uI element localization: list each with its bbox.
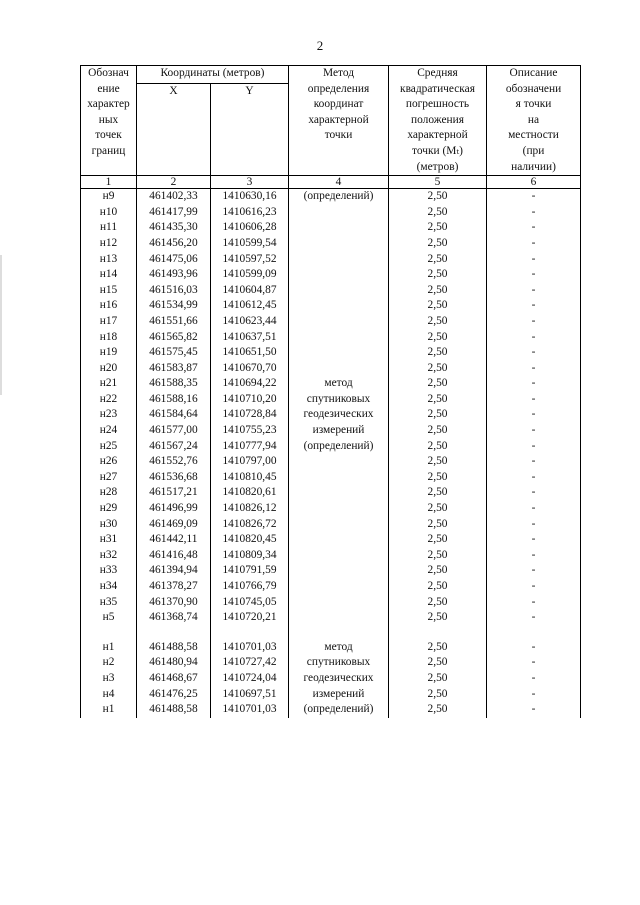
- mean-square-error-cell: 2,50: [389, 454, 487, 470]
- description-cell: -: [487, 252, 581, 268]
- method-cell: [289, 640, 389, 718]
- y-coordinate-cell: 1410670,70: [211, 361, 289, 377]
- y-coordinate-cell: 1410697,51: [211, 687, 289, 703]
- description-cell: -: [487, 640, 581, 656]
- group-gap: [81, 626, 581, 640]
- description-cell: -: [487, 361, 581, 377]
- point-id-cell: н13: [81, 252, 137, 268]
- x-coordinate-cell: 461517,21: [137, 485, 211, 501]
- x-coordinate-cell: 461575,45: [137, 345, 211, 361]
- point-id-cell: н16: [81, 298, 137, 314]
- mean-square-error-cell: 2,50: [389, 640, 487, 656]
- y-coordinate-cell: 1410616,23: [211, 205, 289, 221]
- group-2-rows: [81, 640, 581, 718]
- point-id-cell: н27: [81, 470, 137, 486]
- y-coordinate-cell: 1410755,23: [211, 423, 289, 439]
- y-coordinate-cell: 1410651,50: [211, 345, 289, 361]
- mean-square-error-cell: 2,50: [389, 205, 487, 221]
- description-cell: -: [487, 392, 581, 408]
- x-coordinate-cell: 461476,25: [137, 687, 211, 703]
- x-coordinate-cell: 461551,66: [137, 314, 211, 330]
- x-coordinate-cell: 461475,06: [137, 252, 211, 268]
- mean-square-error-cell: 2,50: [389, 610, 487, 626]
- mean-square-error-cell: 2,50: [389, 532, 487, 548]
- description-cell: -: [487, 283, 581, 299]
- description-cell: -: [487, 610, 581, 626]
- y-coordinate-cell: 1410728,84: [211, 407, 289, 423]
- x-coordinate-cell: 461416,48: [137, 548, 211, 564]
- column-number: 4: [289, 176, 389, 189]
- scan-margin-mark: [0, 255, 2, 395]
- description-cell: -: [487, 501, 581, 517]
- x-coordinate-cell: 461469,09: [137, 517, 211, 533]
- mean-square-error-cell: 2,50: [389, 252, 487, 268]
- mean-square-error-cell: 2,50: [389, 361, 487, 377]
- header-method: Метод определения координат характерной точки: [289, 66, 389, 176]
- x-coordinate-cell: 461394,94: [137, 563, 211, 579]
- column-number: 5: [389, 176, 487, 189]
- point-id-cell: н21: [81, 376, 137, 392]
- x-coordinate-cell: 461370,90: [137, 595, 211, 611]
- y-coordinate-cell: 1410727,42: [211, 655, 289, 671]
- y-coordinate-cell: 1410810,45: [211, 470, 289, 486]
- point-id-cell: н19: [81, 345, 137, 361]
- y-coordinate-cell: 1410694,22: [211, 376, 289, 392]
- x-coordinate-cell: 461368,74: [137, 610, 211, 626]
- point-id-cell: н4: [81, 687, 137, 703]
- method-line: (определений): [303, 703, 374, 716]
- description-cell: -: [487, 655, 581, 671]
- x-coordinate-cell: 461496,99: [137, 501, 211, 517]
- mean-square-error-cell: 2,50: [389, 283, 487, 299]
- point-id-cell: н22: [81, 392, 137, 408]
- mean-square-error-cell: 2,50: [389, 671, 487, 687]
- point-id-cell: н11: [81, 220, 137, 236]
- y-coordinate-cell: 1410701,03: [211, 702, 289, 718]
- header-y: Y: [211, 84, 289, 176]
- description-cell: -: [487, 454, 581, 470]
- method-line: спутниковых: [306, 392, 371, 405]
- method-line: измерений: [312, 424, 365, 437]
- description-cell: -: [487, 407, 581, 423]
- description-cell: -: [487, 687, 581, 703]
- description-cell: -: [487, 485, 581, 501]
- y-coordinate-cell: 1410820,45: [211, 532, 289, 548]
- mean-square-error-cell: 2,50: [389, 595, 487, 611]
- description-cell: -: [487, 579, 581, 595]
- x-coordinate-cell: 461468,67: [137, 671, 211, 687]
- mean-square-error-cell: 2,50: [389, 345, 487, 361]
- method-line: спутниковых: [306, 656, 371, 669]
- mean-square-error-cell: 2,50: [389, 485, 487, 501]
- x-coordinate-cell: 461480,94: [137, 655, 211, 671]
- y-coordinate-cell: 1410604,87: [211, 283, 289, 299]
- column-number: 2: [137, 176, 211, 189]
- description-cell: -: [487, 548, 581, 564]
- point-id-cell: н29: [81, 501, 137, 517]
- x-coordinate-cell: 461583,87: [137, 361, 211, 377]
- mean-square-error-cell: 2,50: [389, 407, 487, 423]
- x-coordinate-cell: 461442,11: [137, 532, 211, 548]
- mean-square-error-cell: 2,50: [389, 702, 487, 718]
- x-coordinate-cell: 461536,68: [137, 470, 211, 486]
- mean-square-error-cell: 2,50: [389, 563, 487, 579]
- header-point-description: Описание обозначени я точки на местности (при наличии): [487, 66, 581, 176]
- boundary-points-table: [80, 65, 581, 718]
- method-line: метод: [324, 640, 353, 653]
- point-id-cell: н10: [81, 205, 137, 221]
- description-cell: -: [487, 517, 581, 533]
- point-id-cell: н25: [81, 439, 137, 455]
- group-1-rows: [81, 189, 581, 626]
- x-coordinate-cell: 461567,24: [137, 439, 211, 455]
- description-cell: -: [487, 298, 581, 314]
- description-cell: -: [487, 236, 581, 252]
- x-coordinate-cell: 461565,82: [137, 330, 211, 346]
- x-coordinate-cell: 461378,27: [137, 579, 211, 595]
- y-coordinate-cell: 1410630,16: [211, 189, 289, 205]
- point-id-cell: н12: [81, 236, 137, 252]
- description-cell: -: [487, 423, 581, 439]
- x-coordinate-cell: 461456,20: [137, 236, 211, 252]
- y-coordinate-cell: 1410599,09: [211, 267, 289, 283]
- description-cell: -: [487, 702, 581, 718]
- description-cell: -: [487, 220, 581, 236]
- y-coordinate-cell: 1410797,00: [211, 454, 289, 470]
- point-id-cell: н18: [81, 330, 137, 346]
- description-cell: -: [487, 267, 581, 283]
- table-header: [81, 66, 581, 189]
- y-coordinate-cell: 1410597,52: [211, 252, 289, 268]
- mean-square-error-cell: 2,50: [389, 687, 487, 703]
- y-coordinate-cell: 1410766,79: [211, 579, 289, 595]
- y-coordinate-cell: 1410724,04: [211, 671, 289, 687]
- point-id-cell: н1: [81, 640, 137, 656]
- x-coordinate-cell: 461435,30: [137, 220, 211, 236]
- mean-square-error-cell: 2,50: [389, 501, 487, 517]
- point-id-cell: н35: [81, 595, 137, 611]
- header-x: X: [137, 84, 211, 176]
- x-coordinate-cell: 461577,00: [137, 423, 211, 439]
- point-id-cell: н23: [81, 407, 137, 423]
- description-cell: -: [487, 439, 581, 455]
- mean-square-error-cell: 2,50: [389, 189, 487, 205]
- y-coordinate-cell: 1410599,54: [211, 236, 289, 252]
- description-cell: -: [487, 205, 581, 221]
- mean-square-error-cell: 2,50: [389, 330, 487, 346]
- y-coordinate-cell: 1410701,03: [211, 640, 289, 656]
- mean-square-error-cell: 2,50: [389, 439, 487, 455]
- description-cell: -: [487, 470, 581, 486]
- y-coordinate-cell: 1410612,45: [211, 298, 289, 314]
- header-point-designation: Обознач ение характер ных точек границ: [81, 66, 137, 176]
- description-cell: -: [487, 330, 581, 346]
- table-row: [81, 189, 581, 205]
- column-number: 3: [211, 176, 289, 189]
- point-id-cell: н14: [81, 267, 137, 283]
- x-coordinate-cell: 461488,58: [137, 640, 211, 656]
- x-coordinate-cell: 461417,99: [137, 205, 211, 221]
- x-coordinate-cell: 461552,76: [137, 454, 211, 470]
- x-coordinate-cell: 461516,03: [137, 283, 211, 299]
- mean-square-error-cell: 2,50: [389, 655, 487, 671]
- mean-square-error-cell: 2,50: [389, 548, 487, 564]
- y-coordinate-cell: 1410809,34: [211, 548, 289, 564]
- header-mean-square-error: Средняя квадратическая погрешность положения характерной точки (Mₜ) (метров): [389, 66, 487, 176]
- mean-square-error-cell: 2,50: [389, 314, 487, 330]
- method-cell: (определений): [289, 189, 389, 205]
- mean-square-error-cell: 2,50: [389, 517, 487, 533]
- x-coordinate-cell: 461488,58: [137, 702, 211, 718]
- description-cell: -: [487, 314, 581, 330]
- description-cell: -: [487, 595, 581, 611]
- y-coordinate-cell: 1410820,61: [211, 485, 289, 501]
- description-cell: -: [487, 189, 581, 205]
- x-coordinate-cell: 461588,35: [137, 376, 211, 392]
- y-coordinate-cell: 1410791,59: [211, 563, 289, 579]
- mean-square-error-cell: 2,50: [389, 267, 487, 283]
- y-coordinate-cell: 1410720,21: [211, 610, 289, 626]
- point-id-cell: н33: [81, 563, 137, 579]
- point-id-cell: н2: [81, 655, 137, 671]
- header-coordinates: Координаты (метров): [137, 66, 289, 84]
- point-id-cell: н30: [81, 517, 137, 533]
- point-id-cell: н5: [81, 610, 137, 626]
- mean-square-error-cell: 2,50: [389, 470, 487, 486]
- table-row: [81, 205, 581, 221]
- y-coordinate-cell: 1410777,94: [211, 439, 289, 455]
- point-id-cell: н24: [81, 423, 137, 439]
- table-row: [81, 640, 581, 656]
- y-coordinate-cell: 1410745,05: [211, 595, 289, 611]
- x-coordinate-cell: 461534,99: [137, 298, 211, 314]
- column-number: 6: [487, 176, 581, 189]
- method-line: геодезических: [303, 408, 374, 421]
- point-id-cell: н9: [81, 189, 137, 205]
- x-coordinate-cell: 461402,33: [137, 189, 211, 205]
- mean-square-error-cell: 2,50: [389, 220, 487, 236]
- method-line: (определений): [303, 439, 374, 452]
- mean-square-error-cell: 2,50: [389, 376, 487, 392]
- mean-square-error-cell: 2,50: [389, 236, 487, 252]
- point-id-cell: н3: [81, 671, 137, 687]
- point-id-cell: н26: [81, 454, 137, 470]
- mean-square-error-cell: 2,50: [389, 392, 487, 408]
- description-cell: -: [487, 345, 581, 361]
- point-id-cell: н31: [81, 532, 137, 548]
- mean-square-error-cell: 2,50: [389, 298, 487, 314]
- column-number-row: [81, 176, 581, 189]
- column-number: 1: [81, 176, 137, 189]
- point-id-cell: н28: [81, 485, 137, 501]
- mean-square-error-cell: 2,50: [389, 579, 487, 595]
- y-coordinate-cell: 1410606,28: [211, 220, 289, 236]
- method-line: метод: [324, 377, 353, 390]
- point-id-cell: н15: [81, 283, 137, 299]
- description-cell: -: [487, 376, 581, 392]
- point-id-cell: н34: [81, 579, 137, 595]
- point-id-cell: н1: [81, 702, 137, 718]
- point-id-cell: н20: [81, 361, 137, 377]
- description-cell: -: [487, 563, 581, 579]
- page-number: 2: [316, 38, 324, 53]
- description-cell: -: [487, 532, 581, 548]
- y-coordinate-cell: 1410826,72: [211, 517, 289, 533]
- y-coordinate-cell: 1410637,51: [211, 330, 289, 346]
- x-coordinate-cell: 461493,96: [137, 267, 211, 283]
- point-id-cell: н32: [81, 548, 137, 564]
- description-cell: -: [487, 671, 581, 687]
- y-coordinate-cell: 1410710,20: [211, 392, 289, 408]
- y-coordinate-cell: 1410826,12: [211, 501, 289, 517]
- method-line: измерений: [312, 687, 365, 700]
- mean-square-error-cell: 2,50: [389, 423, 487, 439]
- method-line: геодезических: [303, 671, 374, 684]
- x-coordinate-cell: 461588,16: [137, 392, 211, 408]
- y-coordinate-cell: 1410623,44: [211, 314, 289, 330]
- method-cell: [289, 205, 389, 626]
- x-coordinate-cell: 461584,64: [137, 407, 211, 423]
- point-id-cell: н17: [81, 314, 137, 330]
